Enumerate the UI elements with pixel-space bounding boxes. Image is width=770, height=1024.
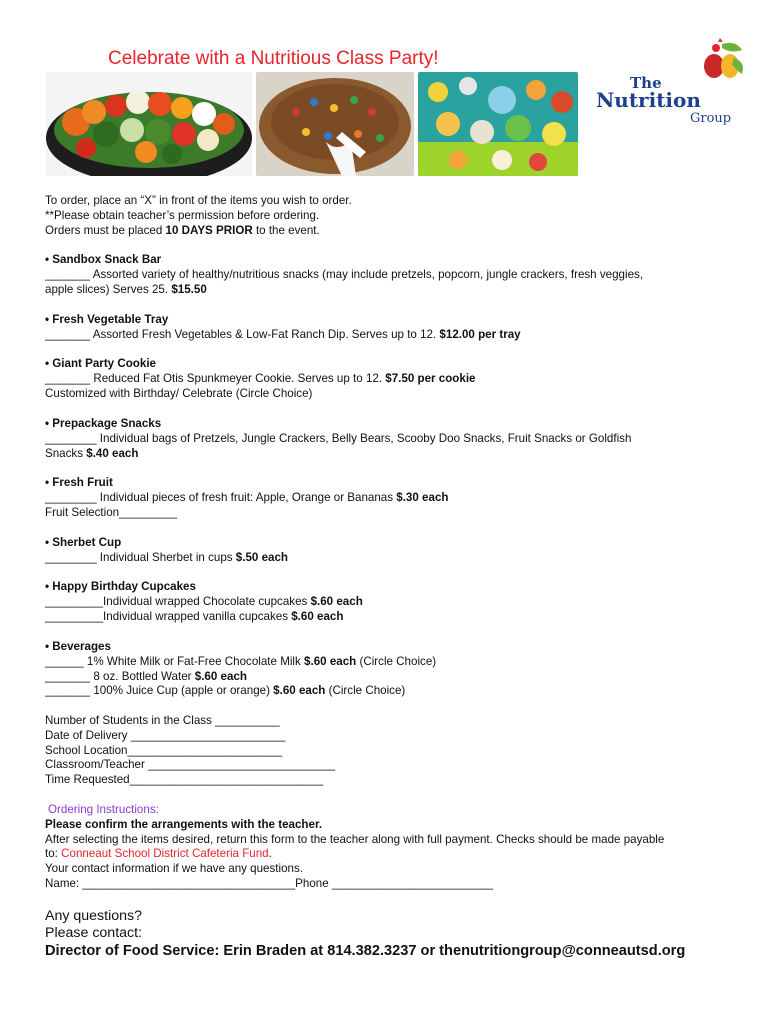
intro-line-2: **Please obtain teacher’s permission before ordering. (45, 208, 320, 222)
ordering-instructions (45, 803, 664, 892)
vegetable-tray-photo (46, 72, 252, 176)
footer-please-contact: Please contact: (45, 925, 143, 941)
item-price: $.40 each (86, 446, 139, 460)
intro-text: Orders must be placed (45, 223, 166, 237)
item-price: $.60 each (194, 669, 247, 683)
item-beverages (45, 640, 436, 699)
time-requested-field: Time Requested______________________________ (45, 773, 324, 787)
intro-line-1: To order, place an “X” in front of the items you wish to order. (45, 194, 352, 207)
instructions-confirm: Please confirm the arrangements with the teacher. (45, 817, 323, 831)
item-description (45, 328, 521, 343)
item-heading: • Fresh Fruit (45, 476, 113, 489)
item-price: $.60 each (304, 654, 357, 668)
name-phone-field: Name: _________________________________Phone _________________________ (45, 876, 494, 890)
item-price: $12.00 per tray (439, 327, 521, 341)
classroom-teacher-field: Classroom/Teacher _____________________________ (45, 758, 336, 772)
item-price: $.60 each (310, 594, 363, 608)
item-heading: • Sandbox Snack Bar (45, 253, 162, 266)
item-price: $.60 each (291, 609, 344, 623)
instructions-text-end: . (268, 847, 272, 861)
item-text: _______ 100% Juice Cup (apple or orange) (45, 684, 274, 698)
item-text: _________Individual wrapped Chocolate cupcakes (45, 594, 311, 608)
payee-name: Conneaut School District Cafeteria Fund (61, 847, 269, 861)
instructions-line-3: Your contact information if we have any questions. (45, 862, 304, 876)
intro-line-3 (45, 224, 352, 239)
item-price: $15.50 (171, 282, 207, 296)
item-price: $.60 each (273, 684, 326, 698)
logo-text-group: Group (690, 111, 732, 126)
instructions-text: to: (45, 847, 62, 861)
logo-text-the: The (630, 74, 662, 92)
fruit-selection-field: Fruit Selection_________ (45, 505, 178, 519)
item-chocolate-cupcakes (45, 595, 363, 610)
item-text: ________ Individual pieces of fresh fruit: Apple, Orange or Bananas (45, 490, 397, 504)
item-heading: • Giant Party Cookie (45, 357, 157, 370)
item-giant-party-cookie (45, 357, 476, 401)
school-location-field: School Location________________________ (45, 743, 283, 757)
item-heading: • Sherbet Cup (45, 536, 122, 549)
item-sherbet-cup (45, 536, 288, 566)
giant-cookie-photo (256, 72, 414, 176)
item-text: _______ 8 oz. Bottled Water (45, 669, 195, 683)
logo-text-nutrition: Nutrition (596, 88, 701, 112)
footer-questions: Any questions? (45, 908, 143, 924)
instructions-line-1: After selecting the items desired, return this form to the teacher along with full payment. Checks should be made payable (45, 832, 665, 846)
item-description-cont (45, 283, 643, 298)
item-text: Snacks (45, 446, 87, 460)
intro-text-end: to the event. (252, 223, 320, 237)
item-price: $.30 each (396, 490, 449, 504)
item-heading: • Fresh Vegetable Tray (45, 313, 169, 326)
item-customization: Customized with Birthday/ Celebrate (Circle Choice) (45, 386, 313, 400)
item-text-end: (Circle Choice) (325, 684, 406, 698)
item-price: $7.50 per cookie (385, 371, 476, 385)
item-prepackage-snacks (45, 417, 631, 461)
item-description (45, 551, 288, 566)
item-heading: • Prepackage Snacks (45, 417, 162, 430)
item-text-end: (Circle Choice) (356, 654, 437, 668)
item-fresh-fruit (45, 476, 448, 520)
instructions-heading: Ordering Instructions: (48, 803, 159, 816)
page-title: Celebrate with a Nutritious Class Party! (108, 48, 439, 69)
order-details-fields (45, 714, 335, 788)
item-sandbox-snack-bar (45, 253, 643, 297)
item-description-cont (45, 447, 631, 462)
item-description: ________ Individual bags of Pretzels, Jungle Crackers, Belly Bears, Scooby Doo Snacks, Fruit Snacks or Goldfish (45, 431, 632, 445)
item-description (45, 491, 448, 506)
item-text: _______ Assorted Fresh Vegetables & Low-Fat Ranch Dip. Serves up to 12. (45, 327, 440, 341)
item-price: $.50 each (235, 550, 289, 564)
delivery-date-field: Date of Delivery ________________________ (45, 728, 286, 742)
contact-footer (45, 908, 685, 960)
instructions-line-2 (45, 847, 664, 862)
intro-deadline: 10 DAYS PRIOR (165, 223, 253, 237)
footer-director-contact: Director of Food Service: Erin Braden at 814.382.3237 or thenutritiongroup@conneautsd.org (45, 943, 686, 959)
item-text: _________Individual wrapped vanilla cupcakes (45, 609, 292, 623)
item-juice (45, 684, 436, 699)
item-vanilla-cupcakes (45, 610, 363, 625)
item-description (45, 372, 476, 387)
item-text: _______ Reduced Fat Otis Spunkmeyer Cookie. Serves up to 12. (45, 371, 386, 385)
item-text: ________ Individual Sherbet in cups (45, 550, 236, 564)
item-heading: • Happy Birthday Cupcakes (45, 580, 196, 593)
snack-bar-photo (418, 72, 578, 176)
item-milk (45, 655, 436, 670)
item-happy-birthday-cupcakes (45, 580, 363, 624)
item-description: _______ Assorted variety of healthy/nutritious snacks (may include pretzels, popcorn, jungle crackers, fresh veggies, (45, 267, 644, 281)
item-water (45, 670, 436, 685)
item-text: apple slices) Serves 25. (45, 282, 172, 296)
students-field: Number of Students in the Class __________ (45, 714, 280, 727)
intro-section (45, 194, 352, 238)
item-text: ______ 1% White Milk or Fat-Free Chocolate Milk (45, 654, 305, 668)
nutrition-group-logo (594, 36, 754, 136)
item-fresh-vegetable-tray (45, 313, 521, 343)
item-heading: • Beverages (45, 640, 111, 653)
